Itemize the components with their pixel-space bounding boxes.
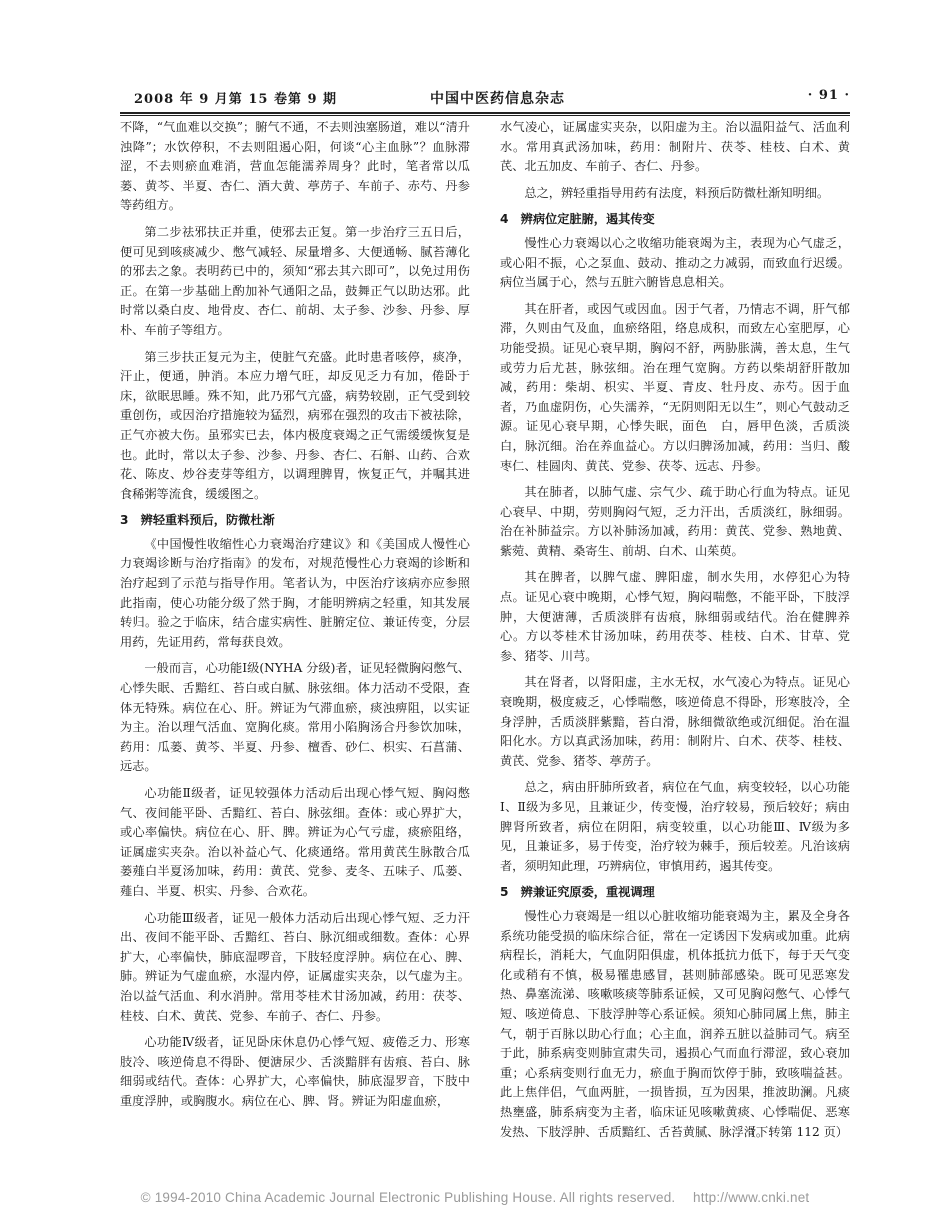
paragraph: 《中国慢性收缩性心力衰竭治疗建议》和《美国成人慢性心力衰竭诊断与治疗指南》的发布，对规范慢性心力衰竭的诊断和治疗起到了示范与指导作用。笔者认为，中医治疗该病亦应参照此指南，使心功能分级了然于胸，才能明辨病之轻重，知其发展转归。验之于临床，结合虚实病性、脏腑定位、兼证传变，分层用药，先证用药，常每获良效。 [120, 536, 470, 649]
right-column [500, 118, 850, 1142]
page-number: · 91 · [807, 88, 850, 103]
paragraph: 不降，“气血难以交换”；腑气不通，不去则浊塞肠道，难以“清升浊降”；水饮停积，不去则阻遏心阳，何谈“心主血脉”？血脉滞涩，不去则瘀血难消，营血怎能濡养周身？此时，笔者常以瓜蒌、黄芩、半夏、杏仁、酒大黄、葶苈子、车前子、赤芍、丹参等药组方。 [120, 120, 470, 213]
paragraph: 心功能Ⅱ级者，证见较强体力活动后出现心悸气短、胸闷憋气、夜间能平卧、舌黯红、苔白、脉弦细。查体：或心界扩大，或心率偏快。病位在心、肝、脾。辨证为心气亏虚，痰瘀阻络，证属虚实夹杂。治以补益心气、化痰通络。常用黄芪生脉散合瓜蒌薤白半夏汤加味，药用：黄芪、党参、麦冬、五味子、瓜蒌、薤白、半夏、枳实、丹参、合欢花。 [120, 786, 470, 898]
header-rule-thick [120, 112, 850, 114]
paragraph: 总之，病由肝肺所致者，病位在气血，病变较轻，以心功能Ⅰ、Ⅱ级为多见，且兼证少，传变慢，治疗较易，预后较好；病由脾肾所致者，病位在阴阳，病变较重，以心功能Ⅲ、Ⅳ级为多见，且兼证多，易于传变，治疗较为棘手，预后较差。凡治该病者，须明知此理，巧辨病位，审慎用药，遏其传变。 [500, 780, 850, 873]
issue-info: 2008 年 9 月第 15 卷第 9 期 [134, 92, 338, 107]
journal-title: 中国中医药信息杂志 [430, 91, 565, 107]
running-header [134, 88, 850, 110]
paragraph: 其在肺者，以肺气虚、宗气少、疏于助心行血为特点。证见心衰早、中期，劳则胸闷气短，乏力汗出，舌质淡红，脉细弱。治在补肺益宗。方以补肺汤加减，药用：黄芪、党参、熟地黄、紫菀、黄精、桑寄生、前胡、白术、山茱萸。 [500, 485, 850, 558]
paragraph: 其在肾者，以肾阳虚，主水无权，水气凌心为特点。证见心衰晚期，极度疲乏，心悸喘憋，咳逆倚息不得卧，形寒肢冷，全身浮肿，舌质淡胖紫黯，苔白滑，脉细微欲绝或沉细促。治在温阳化水。方以真武汤加味，药用：制附片、白术、茯苓、桂枝、黄芪、党参、猪苓、葶苈子。 [500, 675, 850, 768]
paragraph: 心功能Ⅳ级者，证见卧床休息仍心悸气短、疲倦乏力、形寒肢冷、咳逆倚息不得卧、便溏尿少、舌淡黯胖有齿痕、苔白、脉细弱或结代。查体：心界扩大，心率偏快，肺底湿罗音，下肢中重度浮肿，或胸腹水。病位在心、脾、肾。辨证为阳虚血瘀， [120, 1035, 470, 1108]
left-column [120, 118, 470, 1112]
paragraph: 其在肝者，或因气或因血。因于气者，乃情志不调，肝气郁滞，久则由气及血，血瘀络阻，络息成积，而致左心室肥厚，心功能受损。证见心衰早期，胸闷不舒，两胁胀满，善太息，生气或劳力后尤甚，脉弦细。治在理气宽胸。方药以柴胡舒肝散加减，药用：柴胡、枳实、半夏、青皮、牡丹皮、赤芍。因于血者，乃血虚阴伤，心失濡养，“无阴则阳无以生”，则心气鼓动乏源。证见心衰早期，心悸失眠，面色 白，唇甲色淡，舌质淡白，脉沉细。治在养血益心。方以归脾汤加减，药用：当归、酸枣仁、桂圆肉、黄芪、党参、茯苓、远志、丹参。 [500, 301, 850, 473]
paragraph: 其在脾者，以脾气虚、脾阳虚，制水失用，水停犯心为特点。证见心衰中晚期，心悸气短，胸闷喘憋，不能平卧，下肢浮肿，大便溏薄，舌质淡胖有齿痕，脉细弱或结代。治在健脾养心。方以苓桂术甘汤加味，药用茯苓、桂枝、白术、甘草、党参、猪苓、川芎。 [500, 570, 850, 663]
copyright-footer: © 1994-2010 China Academic Journal Electronic Publishing House. All rights reserved. http://www.cnki.net [140, 1190, 810, 1205]
paragraph: 慢性心力衰竭是一组以心脏收缩功能衰竭为主，累及全身各系统功能受损的临床综合征，常在一定诱因下发病或加重。此病病程长，消耗大，气血阴阳俱虚，机体抵抗力低下，每于天气变化或稍有不慎，极易罹患感冒，甚则肺部感染。既可见恶寒发热、鼻塞流涕、咳嗽咳痰等肺系证候，又可见胸闷憋气、心悸气短、咳逆倚息、下肢浮肿等心系证候。须知心肺同属上焦，肺主气，朝于百脉以助心行血；心主血，润养五脏以益肺司气。病至于此，肺系病变则肺宣肃失司，遏损心气而血行滞涩，致心衰加重；心系病变则行血无力，瘀血于胸而饮停于肺，致咳喘益甚。此上焦伴侣，气血两脏，一损皆损，互为因果，推波助澜。凡痰热壅盛，肺系病变为主者，临床证见咳嗽黄痰、心悸喘促、恶寒发热、下肢浮肿、舌质黯红、舌苔黄腻、脉浮滑。 [500, 908, 850, 1139]
section-heading-3: 3 辨轻重料预后，防微杜渐 [120, 513, 275, 528]
paragraph: 慢性心力衰竭以心之收缩功能衰竭为主，表现为心气虚乏，或心阳不振，心之泵血、鼓动、推动之力减弱，而致血行迟缓。病位当属于心，然与五脏六腑皆息息相关。 [500, 235, 850, 290]
header-rule-thin [120, 115, 850, 116]
paragraph: 第三步扶正复元为主，使脏气充盛。此时患者咳停，痰净，汗止，便通，肿消。本应力增气旺，却反见乏力有加，倦卧于床，欲眠思睡。殊不知，此乃邪气亢盛，病势较剧，正气受到较重创伤，或因治疗措施较为猛烈，病邪在强烈的攻击下被祛除，正气亦被大伤。虽邪实已去，体内极度衰竭之正气需缓缓恢复是也。此时，常以太子参、沙参、丹参、杏仁、石斛、山药、合欢花、陈皮、炒谷麦芽等组方，以调理脾胃，恢复正气，并嘱其进食稀粥等流食，缓缓图之。 [120, 349, 470, 501]
paragraph: 第二步祛邪扶正并重，使邪去正复。第一步治疗三五日后，便可见到咳痰减少、憋气减轻、尿量增多、大便通畅、腻苔薄化的邪去之象。表明药已中的，须知“邪去其六即可”，以免过用伤正。在第一步基础上酌加补气通阳之品，鼓舞正气以助达邪。此时常以桑白皮、地骨皮、杏仁、前胡、太子参、沙参、丹参、厚朴、车前子等组方。 [120, 224, 470, 337]
paragraph: 总之，辨轻重指导用药有法度，料预后防微杜渐知明细。 [524, 185, 830, 200]
continued-note: （下转第 112 页） [743, 1124, 848, 1139]
paragraph: 水气凌心，证属虚实夹杂，以阳虚为主。治以温阳益气、活血利水。常用真武汤加味，药用：制附片、茯苓、桂枝、白术、黄芪、北五加皮、车前子、杏仁、丹参。 [500, 120, 850, 174]
paragraph: 心功能Ⅲ级者，证见一般体力活动后出现心悸气短、乏力汗出、夜间不能平卧、舌黯红、苔白、脉沉细或细数。查体：心界扩大，心率偏快，肺底湿啰音，下肢轻度浮肿。病位在心、脾、肺。辨证为气虚血瘀，水湿内停，证属虚实夹杂，以气虚为主。治以益气活血、利水消肿。常用苓桂术甘汤加减，药用：茯苓、桂枝、白术、黄芪、党参、车前子、杏仁、丹参。 [120, 910, 470, 1023]
section-heading-4: 4 辨病位定脏腑，遏其传变 [500, 212, 655, 227]
section-heading-5: 5 辨兼证究原委，重视调理 [500, 885, 655, 900]
paragraph: 一般而言，心功能Ⅰ级(NYHA 分级)者，证见轻微胸闷憋气、心悸失眠、舌黯红、苔白或白腻、脉弦细。体力活动不受限，查体无特殊。病位在心、肝。辨证为气滞血瘀，痰浊痹阻，以实证为主。治以理气活血、宽胸化痰。常用小陷胸汤合丹参饮加味，药用：瓜蒌、黄芩、半夏、丹参、檀香、砂仁、枳实、石菖蒲、远志。 [120, 661, 470, 774]
